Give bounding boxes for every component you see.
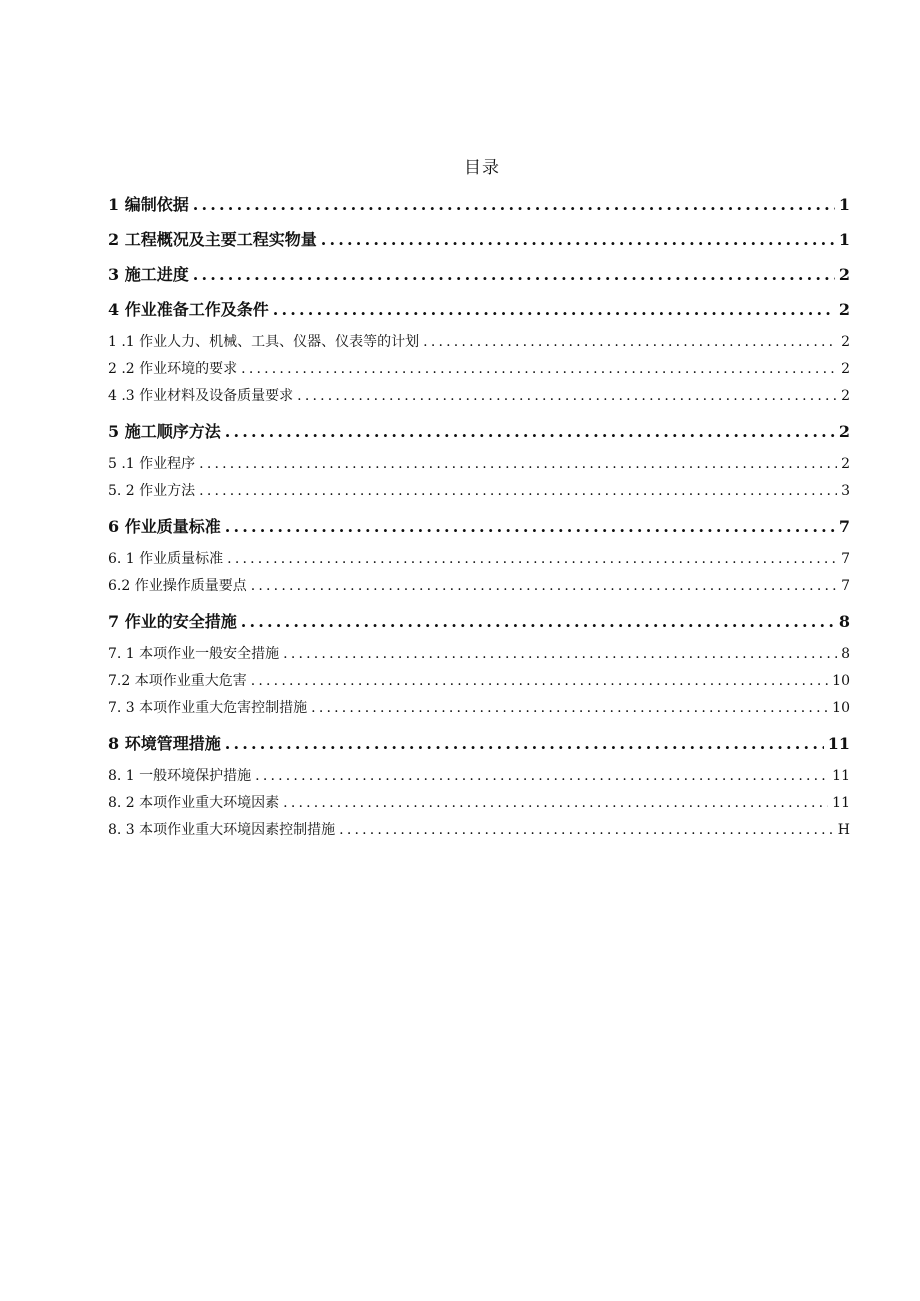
dot-leader: [227, 546, 837, 573]
toc-entry-page: 2: [838, 422, 850, 441]
dot-leader: [241, 356, 837, 383]
toc-entry-label: 3 施工进度: [108, 265, 189, 284]
toc-entry-page: 1: [838, 230, 850, 249]
toc-entry[interactable]: [108, 296, 850, 323]
toc-entry-label: 6.2 作业操作质量要点: [108, 578, 247, 594]
dot-leader: [311, 695, 828, 722]
toc-title: 目录: [464, 158, 500, 178]
toc-entry[interactable]: [108, 191, 850, 218]
toc-entry-page: H: [837, 822, 850, 838]
toc-entry-label: 6. 1 作业质量标准: [108, 551, 224, 567]
toc-entry-page: 1: [838, 195, 850, 214]
dot-leader: [255, 763, 828, 790]
toc-entry-page: 2: [841, 361, 850, 377]
toc-entry-page: 2: [838, 300, 850, 319]
toc-entry-page: 2: [838, 265, 850, 284]
toc-entry-label: 5 .1 作业程序: [108, 456, 196, 472]
dot-leader: [251, 668, 828, 695]
dot-leader: [297, 383, 837, 410]
toc-entry-page: 2: [841, 334, 850, 350]
toc-entry[interactable]: [108, 730, 850, 757]
toc-entry[interactable]: [108, 763, 850, 790]
toc-entry-label: 8 环境管理措施: [108, 734, 221, 753]
dot-leader: [193, 261, 835, 288]
toc-entry-page: 11: [832, 768, 850, 784]
toc-entry-label: 8. 2 本项作业重大环境因素: [108, 795, 280, 811]
toc-entry-page: 8: [838, 612, 850, 631]
toc-entry[interactable]: [108, 356, 850, 383]
dot-leader: [283, 641, 837, 668]
toc-entry-label: 4 .3 作业材料及设备质量要求: [108, 388, 294, 404]
table-of-contents: [108, 191, 850, 844]
dot-leader: [339, 817, 834, 844]
toc-entry[interactable]: [108, 261, 850, 288]
toc-entry[interactable]: [108, 608, 850, 635]
toc-entry-page: 7: [841, 551, 850, 567]
toc-entry-label: 5 施工顺序方法: [108, 422, 221, 441]
toc-entry[interactable]: [108, 573, 850, 600]
toc-entry[interactable]: [108, 817, 850, 844]
toc-entry[interactable]: [108, 383, 850, 410]
dot-leader: [321, 226, 835, 253]
toc-entry-label: 1 编制依据: [108, 195, 189, 214]
toc-entry-page: 8: [841, 646, 850, 662]
dot-leader: [199, 478, 837, 505]
toc-entry-page: 11: [832, 795, 850, 811]
toc-entry-label: 7. 1 本项作业一般安全措施: [108, 646, 280, 662]
toc-entry-label: 7.2 本项作业重大危害: [108, 673, 247, 689]
dot-leader: [423, 329, 837, 356]
toc-entry-page: 11: [827, 734, 850, 753]
toc-entry[interactable]: [108, 546, 850, 573]
toc-entry[interactable]: [108, 790, 850, 817]
toc-entry[interactable]: [108, 329, 850, 356]
dot-leader: [193, 191, 835, 218]
toc-entry-label: 7 作业的安全措施: [108, 612, 237, 631]
toc-entry-page: 7: [838, 517, 850, 536]
dot-leader: [251, 573, 837, 600]
toc-entry-label: 2 .2 作业环境的要求: [108, 361, 238, 377]
toc-entry-label: 1 .1 作业人力、机械、工具、仪器、仪表等的计划: [108, 334, 420, 350]
toc-entry-page: 10: [832, 700, 850, 716]
toc-entry[interactable]: [108, 226, 850, 253]
dot-leader: [225, 730, 824, 757]
toc-entry[interactable]: [108, 695, 850, 722]
toc-entry-page: 7: [841, 578, 850, 594]
dot-leader: [225, 513, 835, 540]
toc-entry-label: 4 作业准备工作及条件: [108, 300, 269, 319]
toc-entry[interactable]: [108, 418, 850, 445]
toc-entry-page: 2: [841, 456, 850, 472]
toc-entry-label: 7. 3 本项作业重大危害控制措施: [108, 700, 308, 716]
toc-entry[interactable]: [108, 513, 850, 540]
toc-entry[interactable]: [108, 668, 850, 695]
toc-entry-page: 3: [841, 483, 850, 499]
toc-entry-label: 6 作业质量标准: [108, 517, 221, 536]
dot-leader: [283, 790, 828, 817]
toc-entry-page: 10: [832, 673, 850, 689]
dot-leader: [225, 418, 835, 445]
toc-entry-page: 2: [841, 388, 850, 404]
dot-leader: [241, 608, 835, 635]
toc-entry-label: 2 工程概况及主要工程实物量: [108, 230, 317, 249]
toc-entry-label: 8. 1 一般环境保护措施: [108, 768, 252, 784]
dot-leader: [199, 451, 837, 478]
dot-leader: [273, 296, 835, 323]
toc-entry-label: 5. 2 作业方法: [108, 483, 196, 499]
toc-entry[interactable]: [108, 478, 850, 505]
toc-entry[interactable]: [108, 451, 850, 478]
toc-entry-label: 8. 3 本项作业重大环境因素控制措施: [108, 822, 336, 838]
toc-entry[interactable]: [108, 641, 850, 668]
